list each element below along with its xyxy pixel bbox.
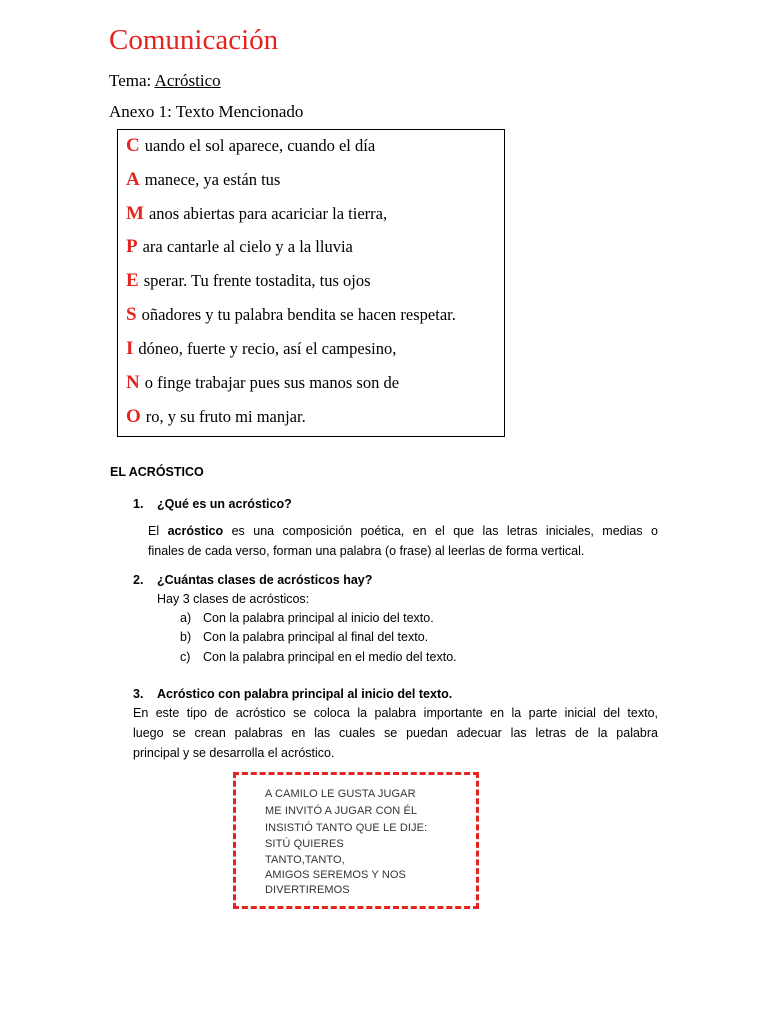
answer-3-line-3: principal y se desarrolla el acróstico. (133, 746, 335, 760)
topic-line (109, 71, 221, 91)
answer-line-1-rest: es una composición poética, en el que las letras iniciales, medias o (223, 524, 658, 538)
poem-line (126, 338, 396, 360)
example-line: INSISTIÓ TANTO QUE LE DIJE: (265, 822, 428, 834)
example-line: TANTO,TANTO, (265, 854, 345, 866)
page-title: Comunicación (109, 24, 279, 56)
poem-line-text: ara cantarle al cielo y a la lluvia (142, 237, 353, 256)
list-item-text: Con la palabra principal al final del texto. (203, 630, 429, 644)
poem-line (126, 236, 353, 258)
question-text: ¿Cuántas clases de acrósticos hay? (157, 573, 373, 587)
question-number: 1. (133, 497, 144, 511)
question-text: Acróstico con palabra principal al inicio del texto. (157, 687, 453, 701)
poem-initial: S (126, 304, 137, 325)
answer-3-line-2: luego se crean palabras en las cuales se puedan adecuar las letras de la palabra (133, 726, 658, 740)
topic-value: Acróstico (154, 71, 221, 90)
list-item-label: c) (180, 650, 191, 664)
poem-line (126, 372, 399, 394)
list-item (180, 630, 428, 644)
poem-initial: I (126, 338, 134, 359)
list-item (180, 650, 457, 664)
poem-initial: P (126, 236, 138, 257)
list-item-label: b) (180, 630, 192, 644)
question-2 (133, 573, 372, 587)
question-3 (133, 687, 452, 701)
question-number: 2. (133, 573, 144, 587)
question-text: ¿Qué es un acróstico? (157, 497, 292, 511)
poem-line (126, 304, 456, 326)
example-line: A CAMILO LE GUSTA JUGAR (265, 788, 416, 800)
section-heading: EL ACRÓSTICO (110, 465, 204, 479)
poem-line (126, 203, 387, 225)
answer-1-line-1 (148, 521, 658, 541)
question-1 (133, 497, 292, 511)
example-line: ME INVITÓ A JUGAR CON ÉL (265, 805, 418, 817)
example-line: DIVERTIREMOS (265, 884, 350, 896)
poem-line (126, 406, 306, 428)
poem-initial: O (126, 406, 141, 427)
acrostic-poem-box (117, 129, 505, 437)
poem-line-text: sperar. Tu frente tostadita, tus ojos (143, 271, 371, 290)
answer-2-intro: Hay 3 clases de acrósticos: (157, 592, 310, 606)
answer-3-line-1: En este tipo de acróstico se coloca la palabra importante en la parte inicial del texto, (133, 706, 658, 720)
example-line: AMIGOS SEREMOS Y NOS (265, 869, 406, 881)
question-number: 3. (133, 687, 144, 701)
poem-line-text: uando el sol aparece, cuando el día (144, 136, 376, 155)
list-item-label: a) (180, 611, 192, 625)
example-line: SITÚ QUIERES (265, 838, 344, 850)
answer-1-line-2: finales de cada verso, forman una palabra (o frase) al leerlas de forma vertical. (148, 544, 585, 558)
annex-heading: Anexo 1: Texto Mencionado (109, 102, 304, 121)
list-item-text: Con la palabra principal al inicio del texto. (203, 611, 434, 625)
answer-3 (133, 703, 658, 763)
poem-initial: A (126, 169, 140, 190)
list-item-text: Con la palabra principal en el medio del texto. (203, 650, 457, 664)
answer-prefix: El (148, 524, 168, 538)
poem-line (126, 135, 375, 157)
poem-line-text: ro, y su fruto mi manjar. (145, 407, 306, 426)
poem-line-text: oñadores y tu palabra bendita se hacen respetar. (141, 305, 456, 324)
poem-initial: N (126, 372, 140, 393)
example-acrostic-box (233, 772, 479, 909)
poem-initial: E (126, 270, 139, 291)
poem-line-text: manece, ya están tus (144, 170, 281, 189)
topic-label: Tema: (109, 71, 155, 90)
poem-line-text: dóneo, fuerte y recio, así el campesino, (138, 339, 397, 358)
poem-initial: M (126, 203, 144, 224)
answer-1 (148, 521, 658, 561)
poem-line (126, 270, 371, 292)
poem-initial: C (126, 135, 140, 156)
answer-bold-term: acróstico (167, 524, 224, 538)
poem-line (126, 169, 280, 191)
list-item (180, 611, 434, 625)
poem-line-text: o finge trabajar pues sus manos son de (144, 373, 400, 392)
poem-line-text: anos abiertas para acariciar la tierra, (148, 204, 388, 223)
